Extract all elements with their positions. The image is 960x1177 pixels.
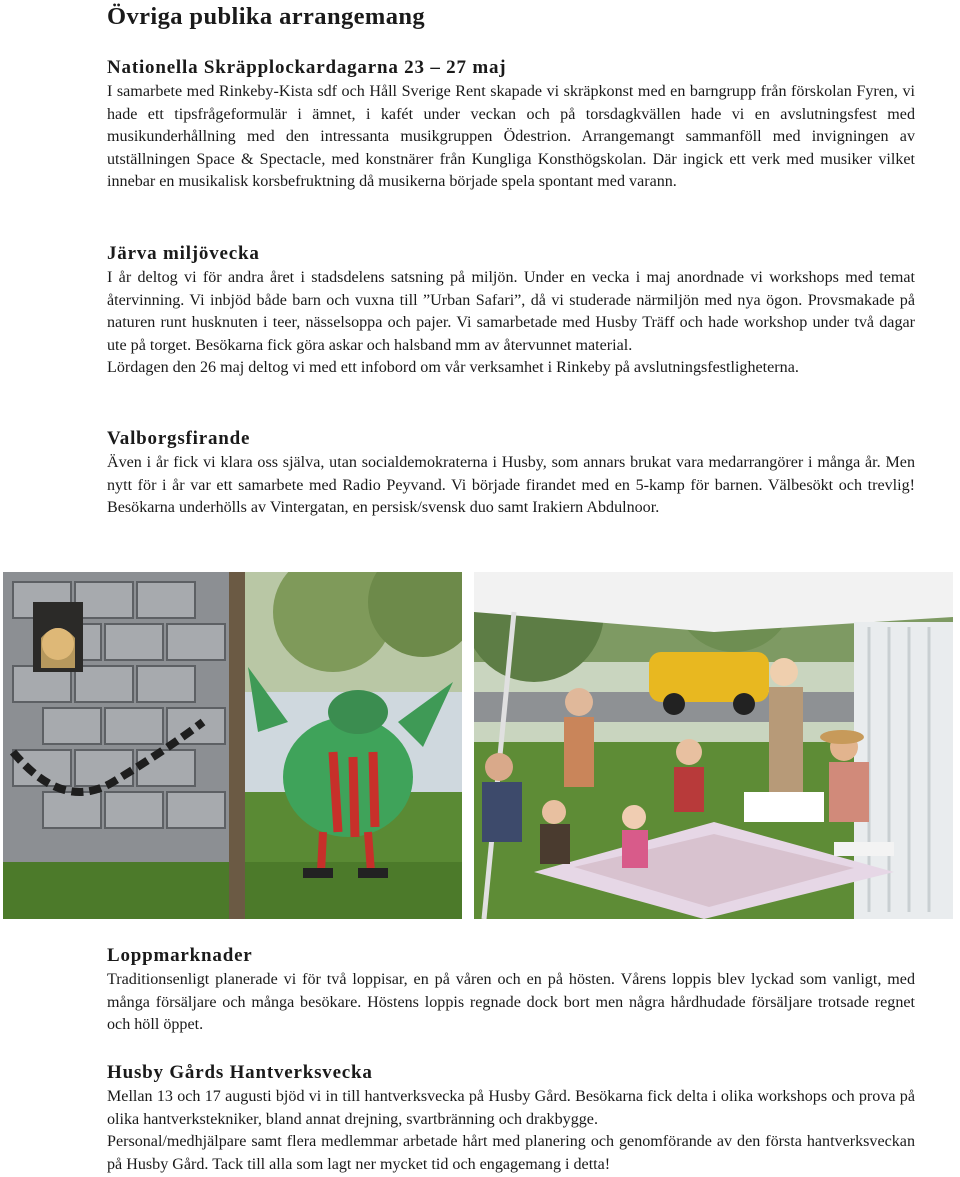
page-title: Övriga publika arrangemang — [107, 3, 426, 30]
section-heading: Loppmarknader — [107, 945, 253, 966]
section-jarva-miljovecka — [107, 243, 915, 380]
section-skrapplockardagarna — [107, 57, 915, 194]
section-paragraph: Lördagen den 26 maj deltog vi med ett infobord om vår verksamhet i Rinkeby på avslutningsfestligheterna. — [107, 359, 799, 377]
section-hantverksvecka — [107, 1062, 915, 1176]
section-loppmarknader — [107, 945, 915, 1037]
section-heading: Järva miljövecka — [107, 243, 260, 264]
tent-gathering-photo — [474, 572, 953, 919]
section-valborgsfirande — [107, 428, 915, 520]
castle-dragon-photo — [3, 572, 462, 919]
section-paragraph: I samarbete med Rinkeby-Kista sdf och Håll Sverige Rent skapade vi skräpkonst med en barngrupp från förskolan Fyren, vi hade ett tipsfrågeformulär i ämnet, i kafét under veckan och på torsdagkvällen hade vi en avslutningsfest med musikunderhållning med den intressanta musikgruppen Ödestrion. Arrangemangt sammanföll med invigningen av utställningen Space & Spectacle, med konstnärer från Kungliga Konsthögskolan. Där ingick ett verk med musiker vilket innebar en musikalisk korsbefruktning då musikerna började spela spontant med varann. — [107, 83, 915, 191]
section-paragraph: I år deltog vi för andra året i stadsdelens satsning på miljön. Under en vecka i maj anordnade vi workshops med temat återvinning. Vi inbjöd både barn och vuxna till ”Urban Safari”, då vi studerade närmiljön med nya ögon. Provsmakade på naturen runt husknuten i teer, nässelsoppa och pajer. Vi samarbetade med Husby Träff och hade workshop under två dagar ute på torget. Besökarna fick göra askar och halsband mm av återvunnet material. — [107, 269, 915, 354]
section-heading: Husby Gårds Hantverksvecka — [107, 1062, 373, 1083]
section-heading: Nationella Skräpplockardagarna 23 – 27 maj — [107, 57, 507, 78]
section-paragraph: Traditionsenligt planerade vi för två loppisar, en på våren och en på hösten. Vårens loppis blev lyckad som vanligt, med många försäljare och många besökare. Höstens loppis regnade dock bort men några hårdhudade försäljare trotsade regnet och höll öppet. — [107, 971, 915, 1034]
section-heading: Valborgsfirande — [107, 428, 251, 449]
section-paragraph: Mellan 13 och 17 augusti bjöd vi in till hantverksvecka på Husby Gård. Besökarna fick delta i olika workshops och prova på olika hantverkstekniker, bland annat drejning, svartbränning och drakbygge. — [107, 1088, 915, 1128]
section-paragraph: Personal/medhjälpare samt flera medlemmar arbetade hårt med planering och genomförande av den första hantverksveckan på Husby Gård. Tack till alla som lagt ner mycket tid och engagemang i detta! — [107, 1133, 915, 1173]
section-paragraph: Även i år fick vi klara oss själva, utan socialdemokraterna i Husby, som annars brukat vara medarrangörer i många år. Men nytt för i år var ett samarbete med Radio Peyvand. Vi började firandet med en 5-kamp för barnen. Välbesökt och trevlig! Besökarna underhölls av Vintergatan, en persisk/svensk duo samt Irakiern Abdulnoor. — [107, 454, 915, 517]
